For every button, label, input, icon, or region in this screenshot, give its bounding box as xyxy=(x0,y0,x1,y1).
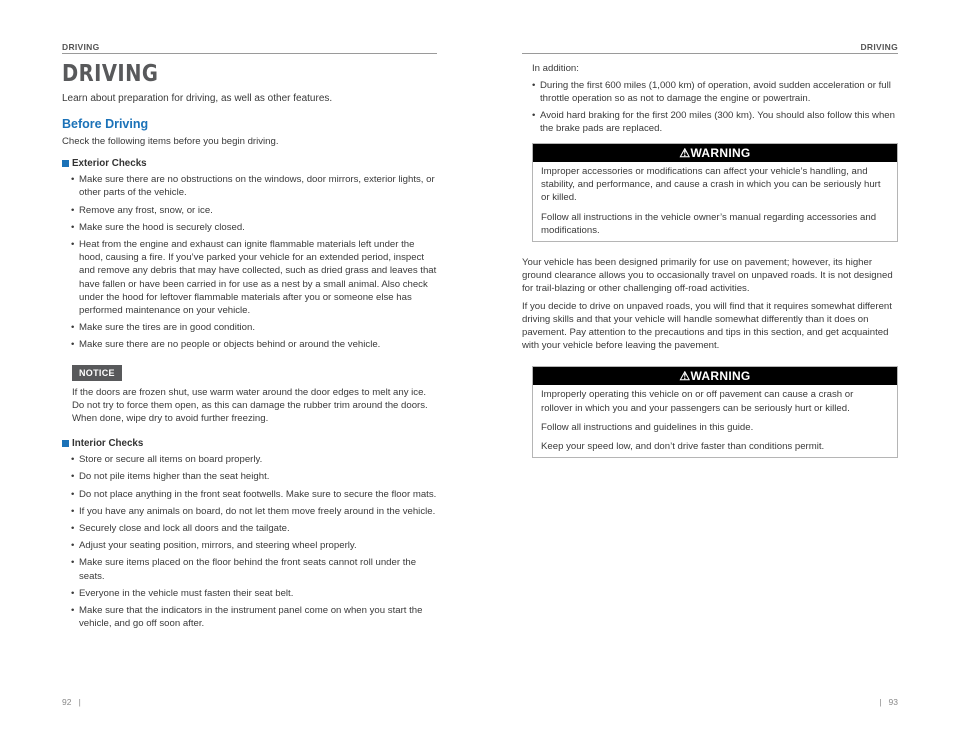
warning-triangle-icon: ⚠ xyxy=(679,369,691,384)
left-running-header: DRIVING xyxy=(62,42,100,52)
warning-body xyxy=(533,385,897,457)
addition-intro: In addition: xyxy=(532,63,579,74)
list-item: • Heat from the engine and exhaust can ignite flammable materials left under the hood, causing a fire. If you’ve parked your vehicle for an extended period, inspect and remove any debris that may have collected, such as dried grass and leaves that have fallen or have been carried in for use as a nest by a small animal. Also check under the hood for leftover flammable materials after you or someone else has performed maintenance on your vehicle. xyxy=(71,239,437,317)
warning-text: Improperly operating this vehicle on or off pavement can cause a crash or rollover in which you and your passengers can be seriously hurt or killed. xyxy=(541,389,854,414)
list-item: • Make sure the tires are in good condition. xyxy=(71,322,255,334)
warning-text: Follow all instructions in the vehicle owner’s manual regarding accessories and modifications. xyxy=(541,211,877,236)
page-title: DRIVING xyxy=(62,61,159,87)
left-page xyxy=(62,60,437,634)
right-running-header: DRIVING xyxy=(860,42,898,52)
list-item: • Store or secure all items on board properly. xyxy=(71,454,263,466)
interior-checks-heading: Interior Checks xyxy=(62,437,437,450)
notice-label: NOTICE xyxy=(72,365,122,381)
warning-header: ⚠WARNING xyxy=(533,367,897,385)
list-item: • If you have any animals on board, do not let them move freely around in the vehicle. xyxy=(71,505,436,517)
list-item: • Make sure that the indicators in the instrument panel come on when you start the vehicle, and go off soon after. xyxy=(71,605,423,630)
addition-list xyxy=(523,79,898,135)
page-lead: Learn about preparation for driving, as well as other features. xyxy=(62,93,333,104)
list-item: • Make sure the hood is securely closed. xyxy=(71,221,245,233)
body-paragraph: Your vehicle has been designed primarily for use on pavement; however, its higher ground clearance allows you to occasionally travel on unpaved roads. It is not designed for trail-blazing or other challenging off-road activities. xyxy=(522,257,893,295)
warning-triangle-icon: ⚠ xyxy=(679,146,691,161)
notice-block xyxy=(62,356,437,426)
list-item: • Make sure there are no people or objects behind or around the vehicle. xyxy=(71,339,381,351)
list-item: • Do not pile items higher than the seat height. xyxy=(71,471,270,483)
warning-text: Follow all instructions and guidelines in this guide. xyxy=(541,421,754,433)
list-item: • Adjust your seating position, mirrors, and steering wheel properly. xyxy=(71,540,357,552)
warning-header: ⚠WARNING xyxy=(533,144,897,162)
body-paragraph: If you decide to drive on unpaved roads, you will find that it requires somewhat different driving skills and that your vehicle will handle somewhat differently than it does on pavement. Pay attention to the precautions and tips in this section, and get acquainted with your vehicle before leaving the pavement. xyxy=(522,300,892,352)
list-item: • Make sure items placed on the floor behind the front seats cannot roll under the seats. xyxy=(71,557,417,582)
square-bullet-icon xyxy=(62,160,69,167)
list-item: • Securely close and lock all doors and the tailgate. xyxy=(71,523,290,535)
warning-box-accessories xyxy=(532,143,898,242)
warning-box-offroad xyxy=(532,366,898,458)
list-item: • Remove any frost, snow, or ice. xyxy=(71,204,213,216)
list-item: • Make sure there are no obstructions on the windows, door mirrors, exterior lights, or other parts of the vehicle. xyxy=(71,174,435,199)
warning-text: Improper accessories or modifications can affect your vehicle’s handling, and stability, and performance, and cause a crash in which you can be seriously hurt or killed. xyxy=(541,166,881,204)
warning-text: Keep your speed low, and don’t drive faster than conditions permit. xyxy=(541,441,825,453)
right-page xyxy=(522,62,898,458)
right-header-rule xyxy=(522,53,898,54)
interior-checks-list xyxy=(62,453,437,630)
right-page-number: | 93 xyxy=(879,697,898,707)
square-bullet-icon xyxy=(62,440,69,447)
section-title-before-driving: Before Driving xyxy=(62,117,149,131)
list-item: • Do not place anything in the front seat footwells. Make sure to secure the floor mats. xyxy=(71,488,437,500)
exterior-checks-heading: Exterior Checks xyxy=(62,157,437,170)
list-item: • Everyone in the vehicle must fasten their seat belt. xyxy=(71,587,294,599)
list-item: • During the first 600 miles (1,000 km) of operation, avoid sudden acceleration or full throttle operation so as not to damage the engine or powertrain. xyxy=(532,80,891,105)
left-header-rule xyxy=(62,53,437,54)
section-intro: Check the following items before you begin driving. xyxy=(62,136,279,147)
left-page-number: 92 | xyxy=(62,697,81,707)
exterior-checks-list xyxy=(62,173,437,351)
notice-text: If the doors are frozen shut, use warm water around the door edges to melt any ice. Do not try to force them open, as this can damage the rubber trim around the doors. When done, wipe dry to avoid further freezing. xyxy=(72,386,428,425)
warning-body xyxy=(533,162,897,241)
list-item: • Avoid hard braking for the first 200 miles (300 km). You should also follow this when the brake pads are replaced. xyxy=(532,109,895,134)
